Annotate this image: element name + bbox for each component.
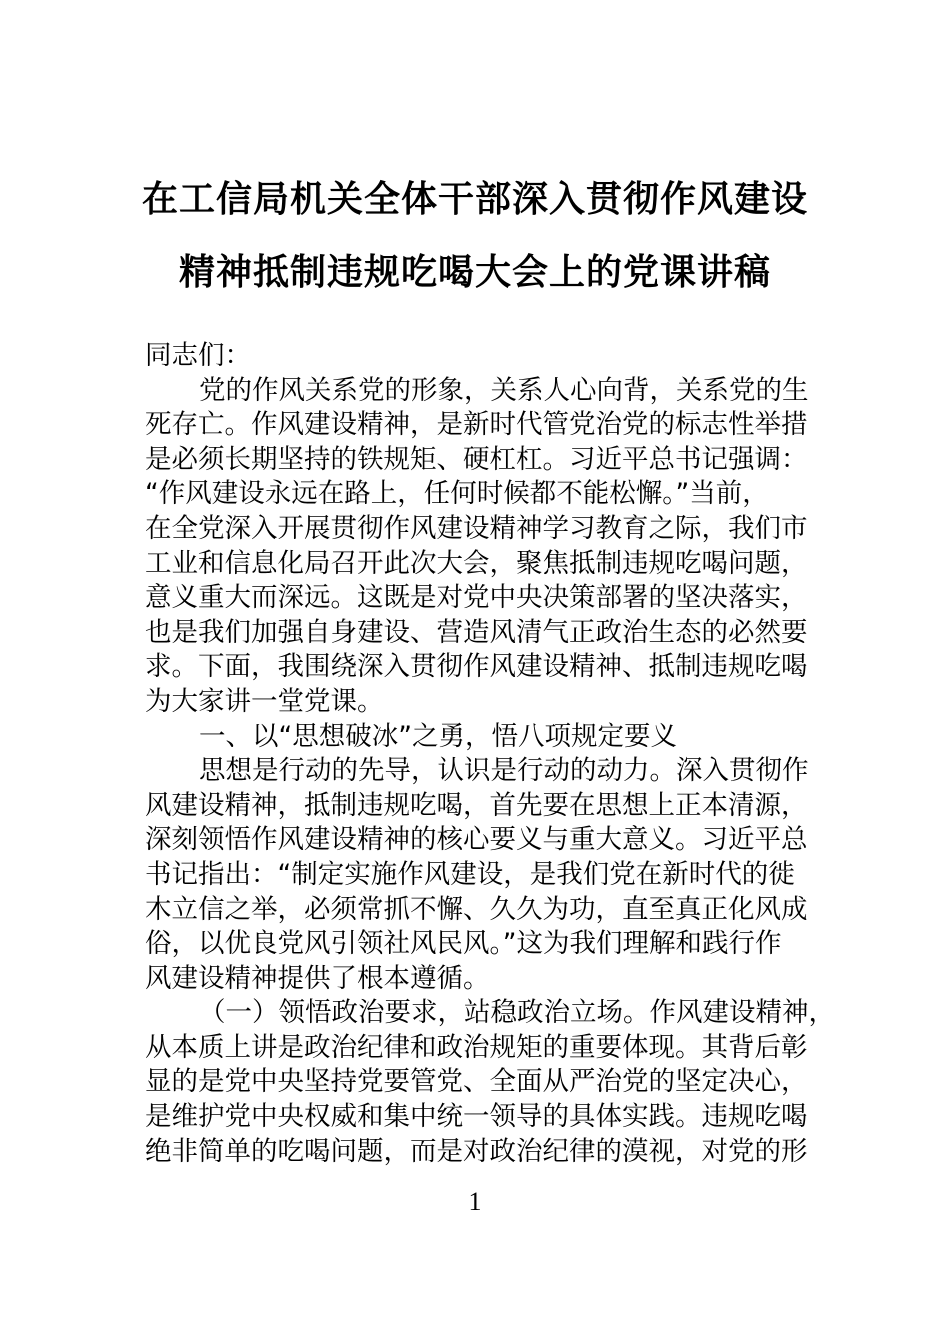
body-line: 绝非简单的吃喝问题，而是对政治纪律的漠视，对党的形 (145, 1135, 808, 1167)
document-body (145, 339, 835, 1169)
body-line: “作风建设永远在路上，任何时候都不能松懈。”当前， (145, 478, 769, 510)
body-line: 从本质上讲是政治纪律和政治规矩的重要体现。其背后彰 (145, 1031, 808, 1063)
section-heading: 一、以“思想破冰”之勇，悟八项规定要义 (199, 720, 677, 752)
body-line: 为大家讲一堂党课。 (145, 685, 384, 717)
body-line: 求。下面，我围绕深入贯彻作风建设精神、抵制违规吃喝 (145, 651, 808, 683)
body-line: 党的作风关系党的形象，关系人心向背，关系党的生 (199, 374, 809, 406)
subsection-line: （一）领悟政治要求，站稳政治立场。作风建设精神， (199, 997, 835, 1029)
body-line: 木立信之举，必须常抓不懈、久久为功，直至真正化风成 (145, 893, 808, 925)
body-line: 工业和信息化局召开此次大会，聚焦抵制违规吃喝问题， (145, 547, 808, 579)
body-line: 也是我们加强自身建设、营造风清气正政治生态的必然要 (145, 616, 808, 648)
body-line: 风建设精神，抵制违规吃喝，首先要在思想上正本清源， (145, 789, 808, 821)
body-line: 意义重大而深远。这既是对党中央决策部署的坚决落实， (145, 582, 808, 614)
body-line: 是维护党中央权威和集中统一领导的具体实践。违规吃喝 (145, 1101, 808, 1133)
body-line: 是必须长期坚持的铁规矩、硬杠杠。习近平总书记强调： (145, 443, 808, 475)
document-title-line-2: 精神抵制违规吃喝大会上的党课讲稿 (178, 252, 771, 293)
body-line: 风建设精神提供了根本遵循。 (145, 962, 490, 994)
body-line: 死存亡。作风建设精神，是新时代管党治党的标志性举措 (145, 409, 808, 441)
body-line: 在全党深入开展贯彻作风建设精神学习教育之际，我们市 (145, 512, 808, 544)
salutation: 同志们： (145, 340, 251, 371)
body-line: 深刻领悟作风建设精神的核心要义与重大意义。习近平总 (145, 824, 808, 856)
body-line: 书记指出：“制定实施作风建设，是我们党在新时代的徙 (145, 858, 795, 890)
body-line: 俗，以优良党风引领社风民风。”这为我们理解和践行作 (145, 928, 782, 960)
body-line: 思想是行动的先导，认识是行动的动力。深入贯彻作 (199, 755, 809, 787)
body-line: 显的是党中央坚持党要管党、全面从严治党的坚定决心， (145, 1066, 808, 1098)
document-title-line-1: 在工信局机关全体干部深入贯彻作风建设 (141, 179, 808, 220)
page-number: 1 (468, 1187, 482, 1216)
